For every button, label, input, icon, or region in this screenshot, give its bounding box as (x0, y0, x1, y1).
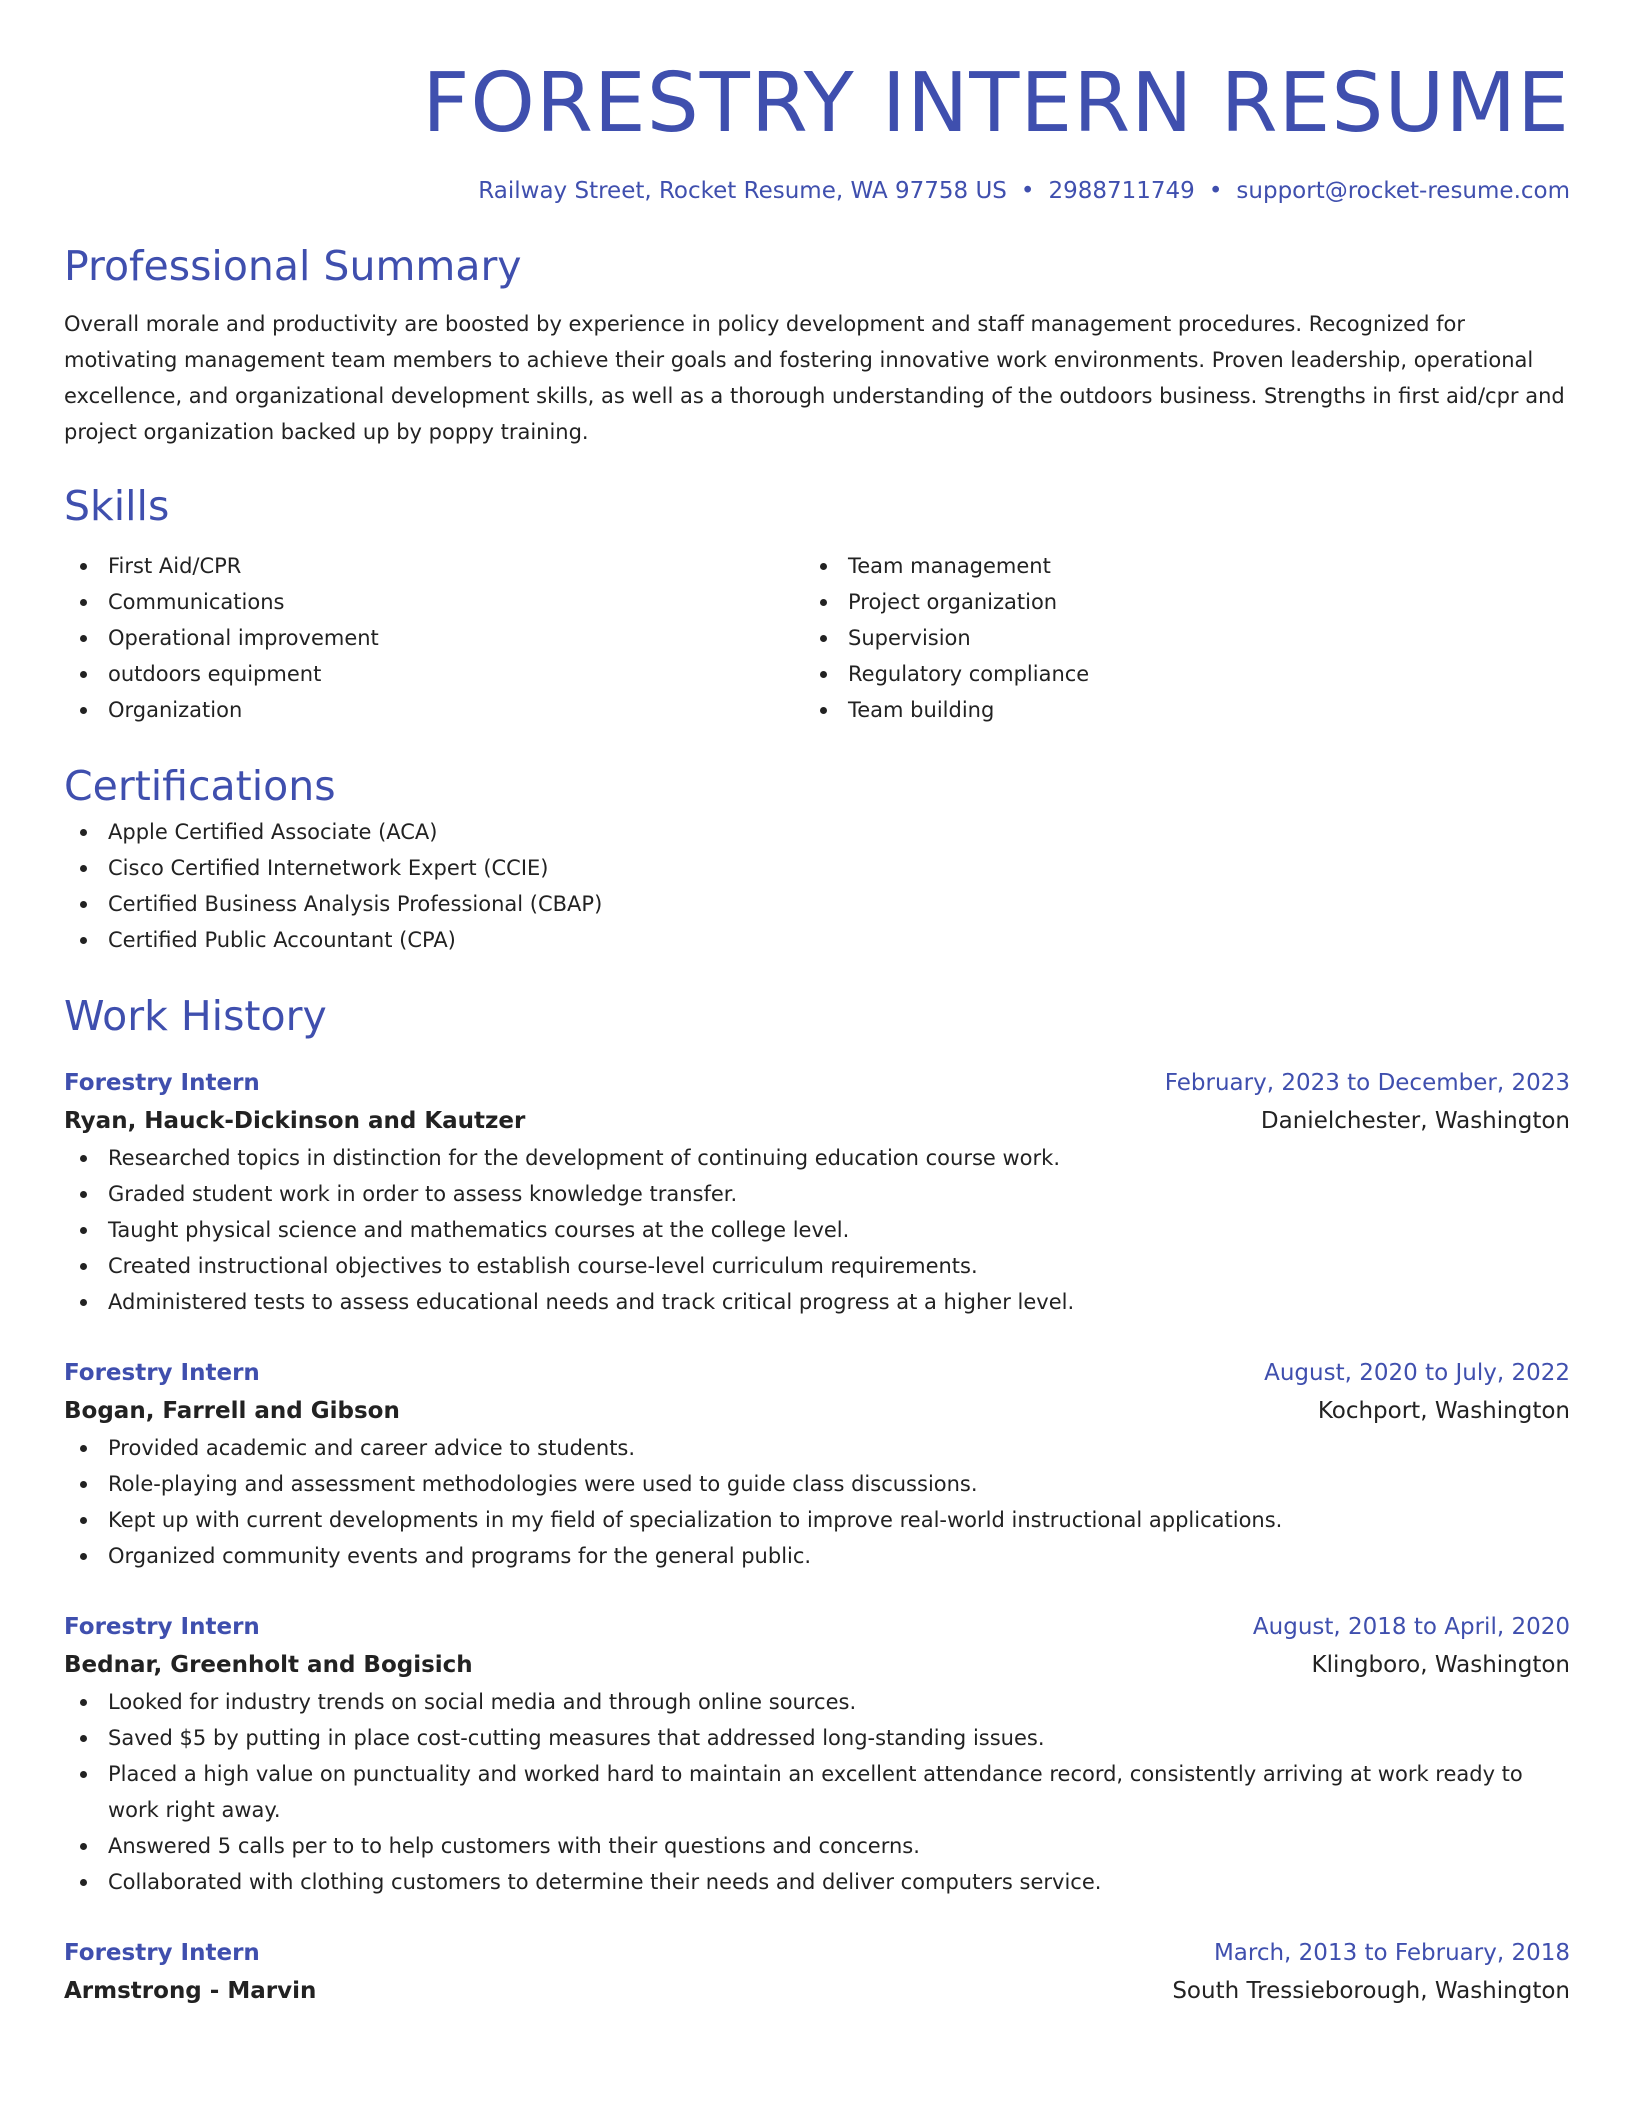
job-bullet: Answered 5 calls per to to help customers with their questions and concerns. (64, 1828, 1570, 1864)
certification-item: Certified Public Accountant (CPA) (64, 922, 1570, 958)
job-bullet-list (64, 1140, 1570, 1320)
contact-line (64, 174, 1570, 208)
job-location: Danielchester, Washington (1260, 1108, 1570, 1134)
job-bullet: Collaborated with clothing customers to determine their needs and deliver computers service. (64, 1864, 1570, 1900)
summary-text: Overall morale and productivity are boosted by experience in policy development and staff management procedures. Recognized for motivating management team members to achieve their goals and fostering innovative work environments. Proven leadership, operational excellence, and organizational development skills, as well as a thorough understanding of the outdoors business. Strengths in first aid/cpr and project organization backed up by poppy training. (64, 312, 1565, 444)
job-bullet: Administered tests to assess educational needs and track critical progress at a higher level. (64, 1284, 1570, 1320)
job-title-row (64, 1934, 1570, 1972)
contact-email[interactable]: support@rocket-resume.com (1236, 178, 1570, 204)
job-title-row (64, 1064, 1570, 1102)
job-company: Ryan, Hauck-Dickinson and Kautzer (64, 1108, 526, 1134)
job-location: Klingboro, Washington (1311, 1652, 1570, 1678)
job-title: Forestry Intern (64, 1070, 260, 1096)
certification-item: Certified Business Analysis Professional (CBAP) (64, 886, 1570, 922)
job-bullet-list (64, 1430, 1570, 1574)
job-title-row (64, 1354, 1570, 1392)
job-bullet: Created instructional objectives to establish course-level curriculum requirements. (64, 1248, 1570, 1284)
job-bullet: Looked for industry trends on social media and through online sources. (64, 1684, 1570, 1720)
job-entry (64, 1064, 1570, 1320)
skills-column-left (64, 548, 804, 728)
certifications-list (64, 814, 1570, 958)
job-company-row (64, 1102, 1570, 1140)
job-title: Forestry Intern (64, 1940, 260, 1966)
job-title: Forestry Intern (64, 1360, 260, 1386)
contact-phone: 2988711749 (1048, 178, 1195, 204)
job-company: Bogan, Farrell and Gibson (64, 1398, 400, 1424)
work-history-heading: Work History (64, 992, 327, 1040)
job-bullet: Organized community events and programs for the general public. (64, 1538, 1570, 1574)
job-entry (64, 1608, 1570, 1900)
certification-item: Cisco Certified Internetwork Expert (CCIE) (64, 850, 1570, 886)
job-dates: August, 2020 to July, 2022 (1264, 1360, 1570, 1386)
job-bullet: Taught physical science and mathematics courses at the college level. (64, 1212, 1570, 1248)
certifications-heading: Certifications (64, 762, 336, 810)
job-dates: February, 2023 to December, 2023 (1164, 1070, 1570, 1096)
job-company-row (64, 1392, 1570, 1430)
skills-column-right (804, 548, 1544, 728)
job-bullet: Placed a high value on punctuality and worked hard to maintain an excellent attendance record, consistently arriving at work ready to work right away. (64, 1756, 1570, 1828)
certification-item: Apple Certified Associate (ACA) (64, 814, 1570, 850)
job-company: Armstrong - Marvin (64, 1978, 317, 2004)
skill-item: Project organization (804, 584, 1544, 620)
job-title-row (64, 1608, 1570, 1646)
skills-heading: Skills (64, 482, 170, 530)
skill-item: First Aid/CPR (64, 548, 804, 584)
skill-item: Organization (64, 692, 804, 728)
contact-address: Railway Street, Rocket Resume, WA 97758 US (478, 178, 1007, 204)
job-dates: August, 2018 to April, 2020 (1252, 1614, 1570, 1640)
contact-separator: • (1020, 178, 1035, 204)
job-bullet: Role-playing and assessment methodologies were used to guide class discussions. (64, 1466, 1570, 1502)
skill-item: Communications (64, 584, 804, 620)
skill-item: Team management (804, 548, 1544, 584)
skills-list-left (64, 548, 804, 728)
skill-item: Operational improvement (64, 620, 804, 656)
skill-item: outdoors equipment (64, 656, 804, 692)
skills-list-right (804, 548, 1544, 728)
skill-item: Team building (804, 692, 1544, 728)
job-company: Bednar, Greenholt and Bogisich (64, 1652, 473, 1678)
job-bullet: Provided academic and career advice to students. (64, 1430, 1570, 1466)
job-entry (64, 1934, 1570, 2010)
job-title: Forestry Intern (64, 1614, 260, 1640)
job-company-row (64, 1646, 1570, 1684)
resume-title: FORESTRY INTERN RESUME (422, 56, 1570, 151)
job-bullet: Graded student work in order to assess knowledge transfer. (64, 1176, 1570, 1212)
job-location: Kochport, Washington (1317, 1398, 1570, 1424)
skill-item: Supervision (804, 620, 1544, 656)
skill-item: Regulatory compliance (804, 656, 1544, 692)
job-bullet: Saved $5 by putting in place cost-cutting measures that addressed long-standing issues. (64, 1720, 1570, 1756)
job-bullet: Researched topics in distinction for the development of continuing education course work. (64, 1140, 1570, 1176)
contact-separator: • (1208, 178, 1223, 204)
job-company-row (64, 1972, 1570, 2010)
job-location: South Tressieborough, Washington (1172, 1978, 1570, 2004)
job-bullet-list (64, 1684, 1570, 1900)
job-entry (64, 1354, 1570, 1574)
job-dates: March, 2013 to February, 2018 (1213, 1940, 1570, 1966)
job-bullet: Kept up with current developments in my field of specialization to improve real-world instructional applications. (64, 1502, 1570, 1538)
summary-heading: Professional Summary (64, 242, 522, 290)
skills-grid (64, 548, 1570, 728)
